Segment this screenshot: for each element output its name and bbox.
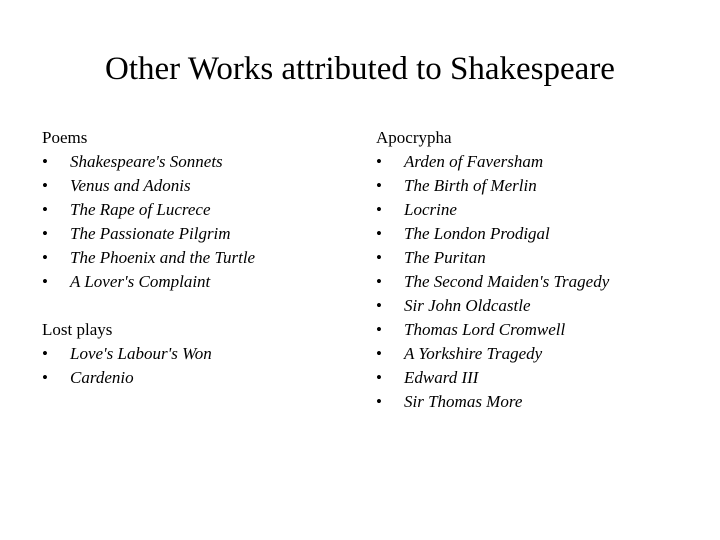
list-item-label: The Puritan	[404, 248, 486, 267]
bullet-icon: •	[376, 368, 382, 387]
list-item	[42, 366, 255, 390]
list-item	[42, 198, 255, 222]
bullet-icon: •	[42, 344, 48, 363]
bullet-icon: •	[376, 392, 382, 411]
list-item-label: Sir John Oldcastle	[404, 296, 531, 315]
bullet-icon: •	[376, 224, 382, 243]
list-item	[376, 294, 609, 318]
list-item	[376, 270, 609, 294]
poems-heading: Poems	[42, 128, 88, 147]
bullet-icon: •	[376, 272, 382, 291]
list-item-label: The Second Maiden's Tragedy	[404, 272, 610, 291]
list-item-label: Thomas Lord Cromwell	[404, 320, 566, 339]
list-item	[42, 174, 255, 198]
list-item	[376, 174, 609, 198]
list-item	[42, 270, 255, 294]
list-item-label: The Passionate Pilgrim	[70, 224, 231, 243]
list-item-label: Venus and Adonis	[70, 176, 191, 195]
bullet-icon: •	[42, 152, 48, 171]
bullet-icon: •	[42, 248, 48, 267]
bullet-icon: •	[42, 176, 48, 195]
list-item	[42, 246, 255, 270]
list-item	[376, 222, 609, 246]
list-item	[376, 318, 609, 342]
list-item	[376, 366, 609, 390]
list-item-label: A Yorkshire Tragedy	[404, 344, 543, 363]
list-item	[376, 246, 609, 270]
list-item-label: Love's Labour's Won	[70, 344, 212, 363]
bullet-icon: •	[376, 152, 382, 171]
list-item-label: The Phoenix and the Turtle	[70, 248, 256, 267]
list-item	[42, 222, 255, 246]
list-item	[42, 150, 255, 174]
bullet-icon: •	[376, 320, 382, 339]
list-item	[376, 390, 609, 414]
lost-plays-list	[42, 342, 255, 390]
list-item	[376, 342, 609, 366]
list-item-label: The Birth of Merlin	[404, 176, 537, 195]
list-item-label: Shakespeare's Sonnets	[70, 152, 223, 171]
list-item-label: The Rape of Lucrece	[70, 200, 211, 219]
list-item-label: The London Prodigal	[404, 224, 550, 243]
right-column	[376, 126, 609, 414]
bullet-icon: •	[42, 200, 48, 219]
list-item	[42, 342, 255, 366]
poems-list	[42, 150, 255, 294]
bullet-icon: •	[376, 200, 382, 219]
list-item-label: Arden of Faversham	[404, 152, 544, 171]
list-item	[376, 150, 609, 174]
left-column	[42, 126, 255, 390]
list-item-label: Sir Thomas More	[404, 392, 523, 411]
lost-plays-heading: Lost plays	[42, 320, 113, 339]
list-item-label: Locrine	[404, 200, 457, 219]
bullet-icon: •	[42, 272, 48, 291]
bullet-icon: •	[376, 176, 382, 195]
bullet-icon: •	[376, 248, 382, 267]
list-item-label: A Lover's Complaint	[70, 272, 211, 291]
apocrypha-heading: Apocrypha	[376, 128, 452, 147]
bullet-icon: •	[42, 368, 48, 387]
bullet-icon: •	[376, 296, 382, 315]
list-item	[376, 198, 609, 222]
section-spacer	[42, 294, 255, 318]
apocrypha-list	[376, 150, 609, 414]
list-item-label: Edward III	[404, 368, 479, 387]
bullet-icon: •	[376, 344, 382, 363]
bullet-icon: •	[42, 224, 48, 243]
slide-title: Other Works attributed to Shakespeare	[105, 51, 615, 87]
list-item-label: Cardenio	[70, 368, 134, 387]
